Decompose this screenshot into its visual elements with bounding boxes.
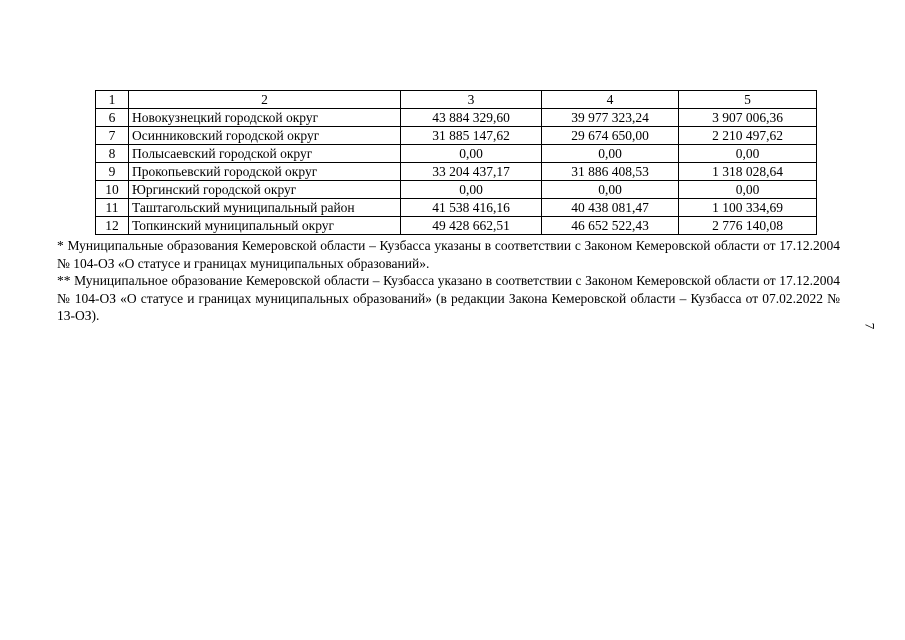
table-row [96, 217, 817, 235]
value-col-4: 39 977 323,24 [542, 109, 679, 127]
header-cell-2: 2 [129, 91, 401, 109]
value-col-3: 0,00 [401, 145, 542, 163]
header-cell-1: 1 [96, 91, 129, 109]
table-header-row [96, 91, 817, 109]
row-number: 9 [96, 163, 129, 181]
value-col-3: 41 538 416,16 [401, 199, 542, 217]
value-col-5: 0,00 [679, 145, 817, 163]
budget-table [95, 90, 817, 235]
row-number: 8 [96, 145, 129, 163]
municipality-name: Топкинский муниципальный округ [129, 217, 401, 235]
value-col-4: 40 438 081,47 [542, 199, 679, 217]
table-row [96, 199, 817, 217]
municipality-name: Осинниковский городской округ [129, 127, 401, 145]
row-number: 11 [96, 199, 129, 217]
value-col-3: 0,00 [401, 181, 542, 199]
table-row [96, 109, 817, 127]
row-number: 6 [96, 109, 129, 127]
value-col-4: 46 652 522,43 [542, 217, 679, 235]
row-number: 12 [96, 217, 129, 235]
value-col-5: 1 100 334,69 [679, 199, 817, 217]
municipality-name: Новокузнецкий городской округ [129, 109, 401, 127]
value-col-5: 3 907 006,36 [679, 109, 817, 127]
header-cell-5: 5 [679, 91, 817, 109]
value-col-4: 0,00 [542, 145, 679, 163]
table-row [96, 181, 817, 199]
header-cell-3: 3 [401, 91, 542, 109]
table-row [96, 127, 817, 145]
table-body [96, 91, 817, 235]
table-row [96, 145, 817, 163]
row-number: 10 [96, 181, 129, 199]
row-number: 7 [96, 127, 129, 145]
value-col-5: 2 210 497,62 [679, 127, 817, 145]
footnotes [57, 237, 840, 325]
municipality-name: Прокопьевский городской округ [129, 163, 401, 181]
value-col-4: 0,00 [542, 181, 679, 199]
value-col-5: 0,00 [679, 181, 817, 199]
value-col-5: 1 318 028,64 [679, 163, 817, 181]
value-col-4: 29 674 650,00 [542, 127, 679, 145]
value-col-4: 31 886 408,53 [542, 163, 679, 181]
table-row [96, 163, 817, 181]
value-col-3: 33 204 437,17 [401, 163, 542, 181]
value-col-5: 2 776 140,08 [679, 217, 817, 235]
page-number: 7 [862, 322, 878, 330]
footnote-double-asterisk: ** Муниципальное образование Кемеровской области – Кузбасса указано в соответствии с Законом Кемеровской области от 17.12.2004 № 104-ОЗ «О статусе и границах муниципальных образований» (в редакции Закона Кемеровской области – Кузбасса от 07.02.2022 № 13-ОЗ). [57, 273, 840, 323]
municipality-name: Юргинский городской округ [129, 181, 401, 199]
header-cell-4: 4 [542, 91, 679, 109]
value-col-3: 31 885 147,62 [401, 127, 542, 145]
footnote-single-asterisk: * Муниципальные образования Кемеровской области – Кузбасса указаны в соответствии с Законом Кемеровской области от 17.12.2004 № 104-ОЗ «О статусе и границах муниципальных образований». [57, 238, 840, 271]
value-col-3: 49 428 662,51 [401, 217, 542, 235]
municipality-name: Полысаевский городской округ [129, 145, 401, 163]
value-col-3: 43 884 329,60 [401, 109, 542, 127]
municipality-name: Таштагольский муниципальный район [129, 199, 401, 217]
